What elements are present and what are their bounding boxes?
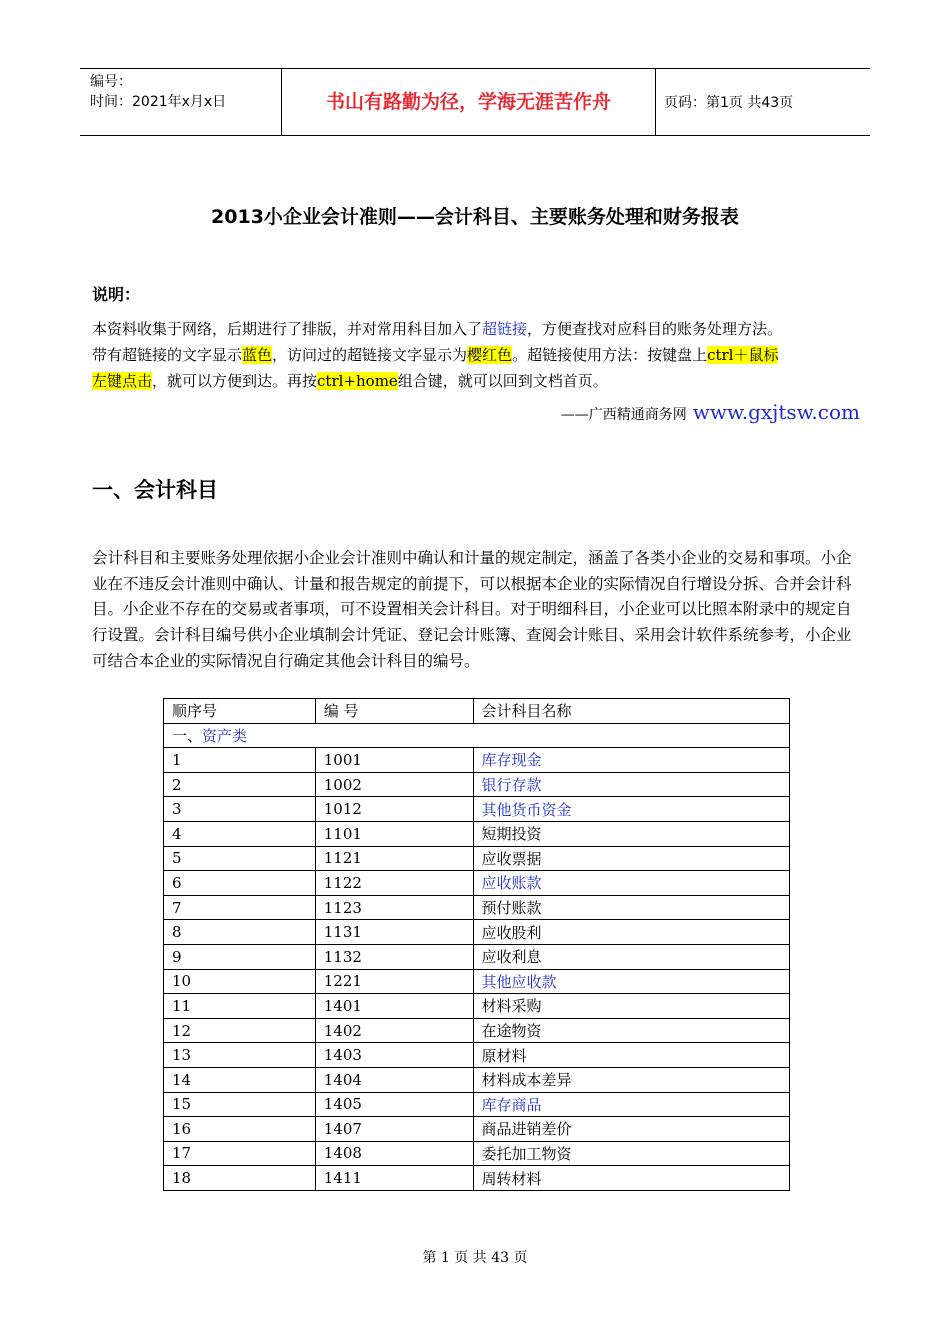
row-name: 应收股利	[473, 920, 789, 945]
number-label: 编号：	[90, 74, 132, 90]
row-code: 1132	[315, 944, 473, 969]
header-left-cell	[80, 69, 282, 135]
row-code: 1408	[315, 1141, 473, 1166]
table-row	[164, 1043, 790, 1068]
note-text: 带有超链接的文字显示	[92, 346, 243, 364]
row-code: 1405	[315, 1092, 473, 1117]
highlight-blue-word: 蓝色	[242, 346, 273, 364]
row-code: 1002	[315, 772, 473, 797]
credit-text: ——广西精通商务网	[560, 407, 687, 423]
table-row	[164, 1141, 790, 1166]
row-seq: 18	[164, 1166, 316, 1191]
row-code: 1123	[315, 895, 473, 920]
row-seq: 2	[164, 772, 316, 797]
row-name[interactable]: 库存商品	[473, 1092, 789, 1117]
row-name: 应收利息	[473, 944, 789, 969]
highlight-ctrl-mouse: ctrl＋鼠标	[707, 346, 779, 364]
highlight-ctrl-home: ctrl+home	[317, 372, 398, 390]
row-code: 1101	[315, 821, 473, 846]
row-seq: 14	[164, 1067, 316, 1092]
website-link[interactable]: www.gxjtsw.com	[692, 400, 860, 424]
table-row	[164, 1092, 790, 1117]
section-heading: 一、会计科目	[92, 478, 218, 502]
time-label: 时间：2021年x月x日	[90, 94, 227, 110]
row-code: 1131	[315, 920, 473, 945]
table-row	[164, 1117, 790, 1142]
note-line-2	[92, 342, 864, 368]
note-text: 本资料收集于网络，后期进行了排版，并对常用科目加入了	[92, 320, 483, 338]
row-seq: 5	[164, 846, 316, 871]
table-row	[164, 748, 790, 773]
row-code: 1403	[315, 1043, 473, 1068]
hyperlink-text[interactable]: 超链接	[482, 320, 528, 338]
credit-line	[561, 400, 860, 424]
note-text: 组合键，就可以回到文档首页。	[397, 372, 608, 390]
highlight-left-click: 左键点击	[92, 372, 153, 390]
row-name[interactable]: 应收账款	[473, 871, 789, 896]
row-name: 短期投资	[473, 821, 789, 846]
row-code: 1404	[315, 1067, 473, 1092]
row-seq: 9	[164, 944, 316, 969]
header-seq: 顺序号	[164, 699, 316, 724]
table-row	[164, 895, 790, 920]
note-text: ，方便查找对应科目的账务处理方法。	[527, 320, 783, 338]
table-row	[164, 871, 790, 896]
row-name[interactable]: 银行存款	[473, 772, 789, 797]
motto: 书山有路勤为径，学海无涯苦作舟	[282, 69, 656, 135]
table-row	[164, 1067, 790, 1092]
row-name: 委托加工物资	[473, 1141, 789, 1166]
row-seq: 11	[164, 994, 316, 1019]
row-seq: 8	[164, 920, 316, 945]
document-title: 2013小企业会计准则——会计科目、主要账务处理和财务报表	[211, 206, 739, 228]
table-row	[164, 821, 790, 846]
header-code: 编 号	[315, 699, 473, 724]
row-seq: 4	[164, 821, 316, 846]
row-code: 1401	[315, 994, 473, 1019]
row-seq: 3	[164, 797, 316, 822]
accounts-table	[163, 698, 790, 1191]
row-code: 1407	[315, 1117, 473, 1142]
page-footer: 第 1 页 共 43 页	[422, 1250, 528, 1266]
page-info: 页码：第1页 共43页	[664, 95, 794, 111]
row-seq: 17	[164, 1141, 316, 1166]
table-row	[164, 969, 790, 994]
note-line-3	[92, 368, 864, 394]
row-seq: 16	[164, 1117, 316, 1142]
header-name: 会计科目名称	[473, 699, 789, 724]
table-row	[164, 920, 790, 945]
note-text: ，就可以方便到达。再按	[152, 372, 318, 390]
row-seq: 10	[164, 969, 316, 994]
row-seq: 12	[164, 1018, 316, 1043]
table-header-row	[164, 699, 790, 724]
row-seq: 15	[164, 1092, 316, 1117]
category-cell	[164, 723, 790, 748]
row-name: 材料采购	[473, 994, 789, 1019]
row-code: 1012	[315, 797, 473, 822]
row-name: 材料成本差异	[473, 1067, 789, 1092]
category-link[interactable]: 资产类	[202, 726, 248, 745]
row-name: 商品进销差价	[473, 1117, 789, 1142]
row-code: 1122	[315, 871, 473, 896]
row-seq: 6	[164, 871, 316, 896]
table-row	[164, 1018, 790, 1043]
row-name[interactable]: 库存现金	[473, 748, 789, 773]
intro-paragraph: 会计科目和主要账务处理依据小企业会计准则中确认和计量的规定制定，涵盖了各类小企业的交易和事项。小企业在不违反会计准则中确认、计量和报告规定的前提下，可以根据本企业的实际情况自行增设分拆、合并会计科目。小企业不存在的交易或者事项，可不设置相关会计科目。对于明细科目，小企业可以比照本附录中的规定自行设置。会计科目编号供小企业填制会计凭证、登记会计账簿、查阅会计账目、采用会计软件系统参考，小企业可结合本企业的实际情况自行确定其他会计科目的编号。	[92, 549, 852, 670]
row-code: 1402	[315, 1018, 473, 1043]
row-name: 周转材料	[473, 1166, 789, 1191]
category-prefix: 一、	[172, 726, 203, 745]
row-code: 1001	[315, 748, 473, 773]
row-code: 1411	[315, 1166, 473, 1191]
row-code: 1221	[315, 969, 473, 994]
table-row	[164, 1166, 790, 1191]
table-row	[164, 994, 790, 1019]
row-name: 原材料	[473, 1043, 789, 1068]
table-row	[164, 797, 790, 822]
page-header	[80, 68, 870, 136]
table-row	[164, 944, 790, 969]
note-text: ，访问过的超链接文字显示为	[272, 346, 468, 364]
note-text: 。超链接使用方法：按键盘上	[512, 346, 708, 364]
row-seq: 7	[164, 895, 316, 920]
row-name: 在途物资	[473, 1018, 789, 1043]
category-row	[164, 723, 790, 748]
row-seq: 13	[164, 1043, 316, 1068]
row-name: 应收票据	[473, 846, 789, 871]
row-name: 预付账款	[473, 895, 789, 920]
row-code: 1121	[315, 846, 473, 871]
table-row	[164, 846, 790, 871]
table-row	[164, 772, 790, 797]
note-line-1	[92, 316, 864, 342]
row-name[interactable]: 其他应收款	[473, 969, 789, 994]
row-seq: 1	[164, 748, 316, 773]
highlight-pink-word: 樱红色	[467, 346, 513, 364]
note-heading: 说明：	[92, 285, 141, 304]
row-name[interactable]: 其他货币资金	[473, 797, 789, 822]
